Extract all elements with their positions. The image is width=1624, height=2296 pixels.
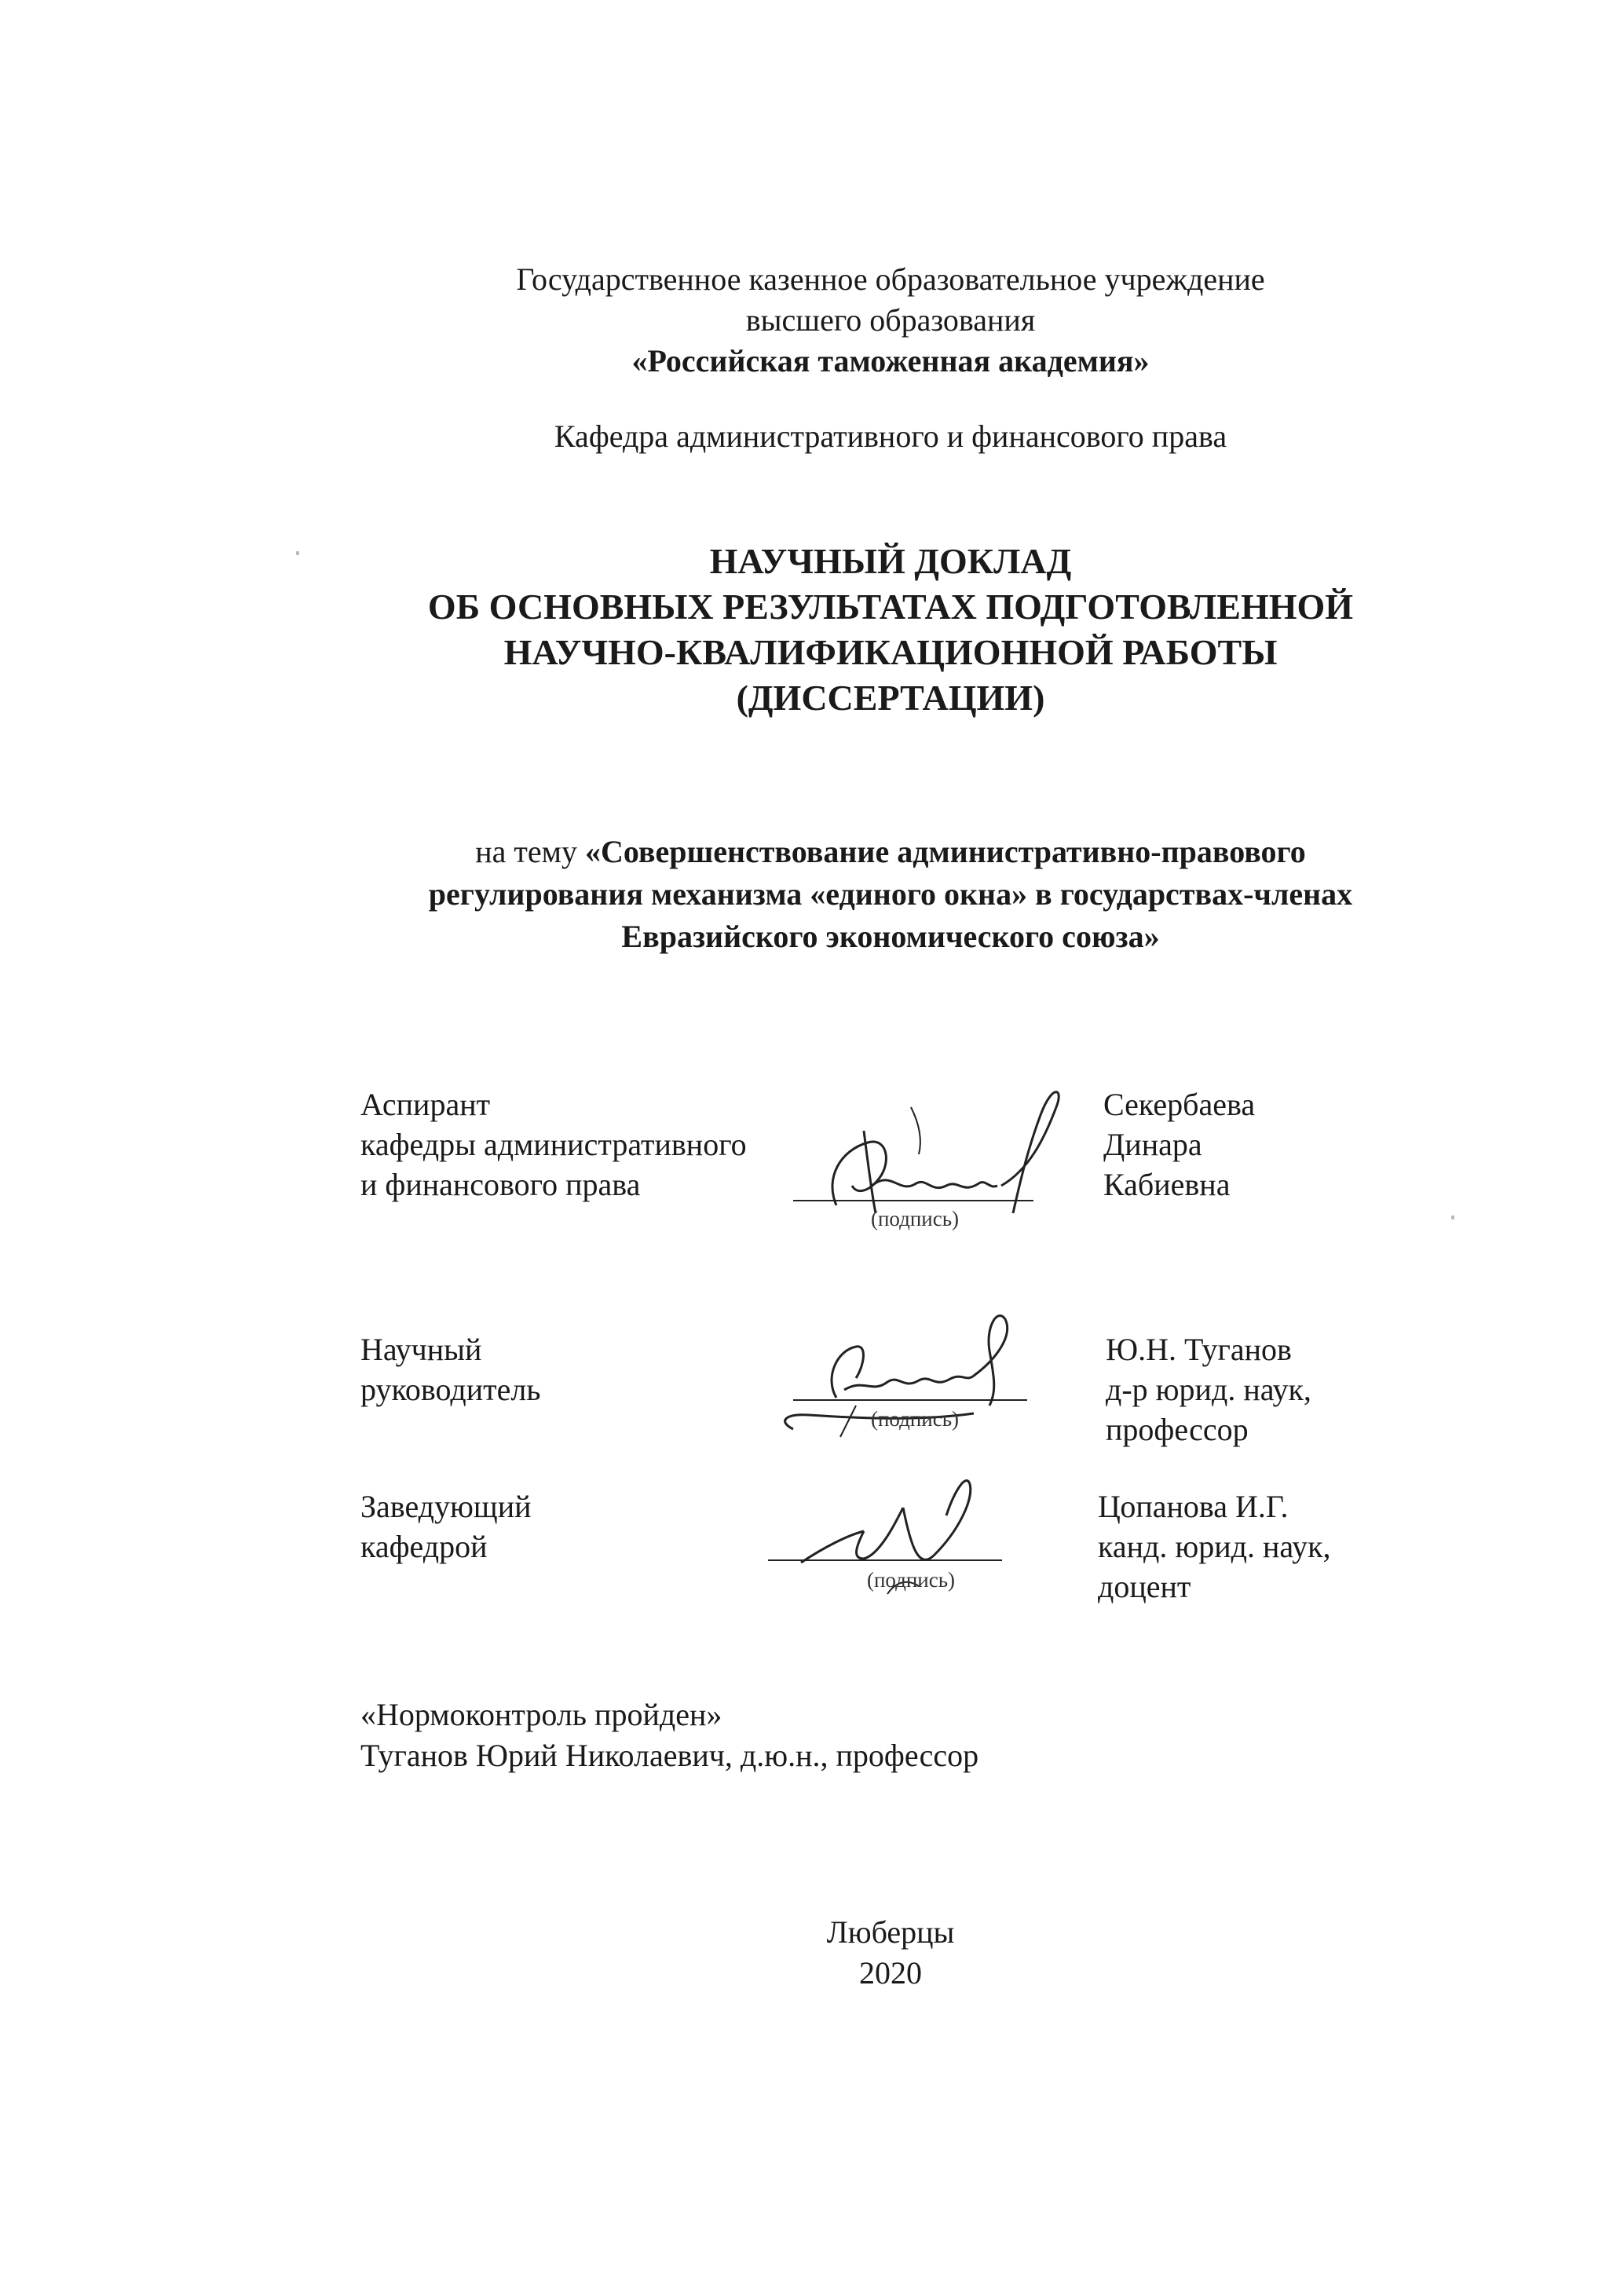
institution-header	[419, 259, 1362, 382]
topic-prefix: на тему	[475, 834, 585, 869]
signature-caption: (подпись)	[870, 1407, 960, 1431]
title-line-3: НАУЧНО-КВАЛИФИКАЦИОННОЙ РАБОТЫ	[503, 632, 1278, 672]
name-line: Динара	[1103, 1127, 1202, 1162]
document-title	[262, 539, 1519, 721]
topic-text-3: Евразийского экономического союза»	[621, 919, 1160, 954]
name-line: доцент	[1098, 1569, 1191, 1604]
department	[419, 416, 1362, 457]
role-line: Аспирант	[360, 1087, 491, 1122]
topic-text-2: регулирования механизма «единого окна» в государствах-членах	[428, 876, 1353, 912]
topic-line-1	[262, 831, 1519, 873]
name-line: канд. юрид. наук,	[1098, 1529, 1331, 1564]
name-line: Кабиевна	[1103, 1167, 1231, 1202]
normcontrol-person: Туганов Юрий Николаевич, д.ю.н., профессор	[360, 1738, 979, 1773]
signature-line	[793, 1200, 1033, 1201]
dissertation-topic	[262, 831, 1519, 958]
signature-line	[793, 1399, 1027, 1401]
department-name: Кафедра административного и финансового права	[554, 419, 1227, 454]
role-line: Заведующий	[360, 1489, 532, 1524]
signature-line	[768, 1559, 1002, 1561]
role-line: кафедрой	[360, 1529, 488, 1564]
role-line: кафедры административного	[360, 1127, 747, 1162]
signer-role-supervisor	[360, 1329, 800, 1409]
institution-line-1: Государственное казенное образовательное учреждение	[516, 261, 1265, 297]
name-line: д-р юрид. наук,	[1106, 1372, 1311, 1407]
signature-caption: (подпись)	[866, 1568, 956, 1592]
scan-speck	[1451, 1216, 1454, 1219]
normcontrol-status: «Нормоконтроль пройден»	[360, 1697, 722, 1732]
topic-text-1: «Совершенствование административно-правового	[584, 834, 1306, 869]
normcontrol-note	[360, 1695, 978, 1776]
name-line: Цопанова И.Г.	[1098, 1489, 1289, 1524]
year: 2020	[859, 1955, 922, 1991]
title-line-2: ОБ ОСНОВНЫХ РЕЗУЛЬТАТАХ ПОДГОТОВЛЕННОЙ	[427, 587, 1354, 627]
signer-name-head	[1098, 1486, 1381, 1607]
name-line: профессор	[1106, 1412, 1249, 1447]
institution-name: «Российская таможенная академия»	[631, 343, 1150, 378]
title-line-4: (ДИССЕРТАЦИИ)	[736, 678, 1045, 718]
signer-name-postgraduate	[1103, 1084, 1386, 1205]
title-line-1: НАУЧНЫЙ ДОКЛАД	[709, 541, 1072, 581]
city: Люберцы	[826, 1914, 955, 1950]
name-line: Секербаева	[1103, 1087, 1256, 1122]
signer-role-postgraduate	[360, 1084, 800, 1205]
handwritten-signature-2	[762, 1303, 1044, 1461]
role-line: руководитель	[360, 1372, 541, 1407]
signature-caption: (подпись)	[870, 1207, 960, 1230]
signer-name-supervisor	[1106, 1329, 1388, 1450]
place-and-year	[733, 1912, 1048, 1994]
role-line: Научный	[360, 1332, 482, 1367]
role-line: и финансового права	[360, 1167, 641, 1202]
institution-line-2: высшего образования	[745, 302, 1036, 338]
name-line: Ю.Н. Туганов	[1106, 1332, 1292, 1367]
signer-role-head	[360, 1486, 800, 1567]
